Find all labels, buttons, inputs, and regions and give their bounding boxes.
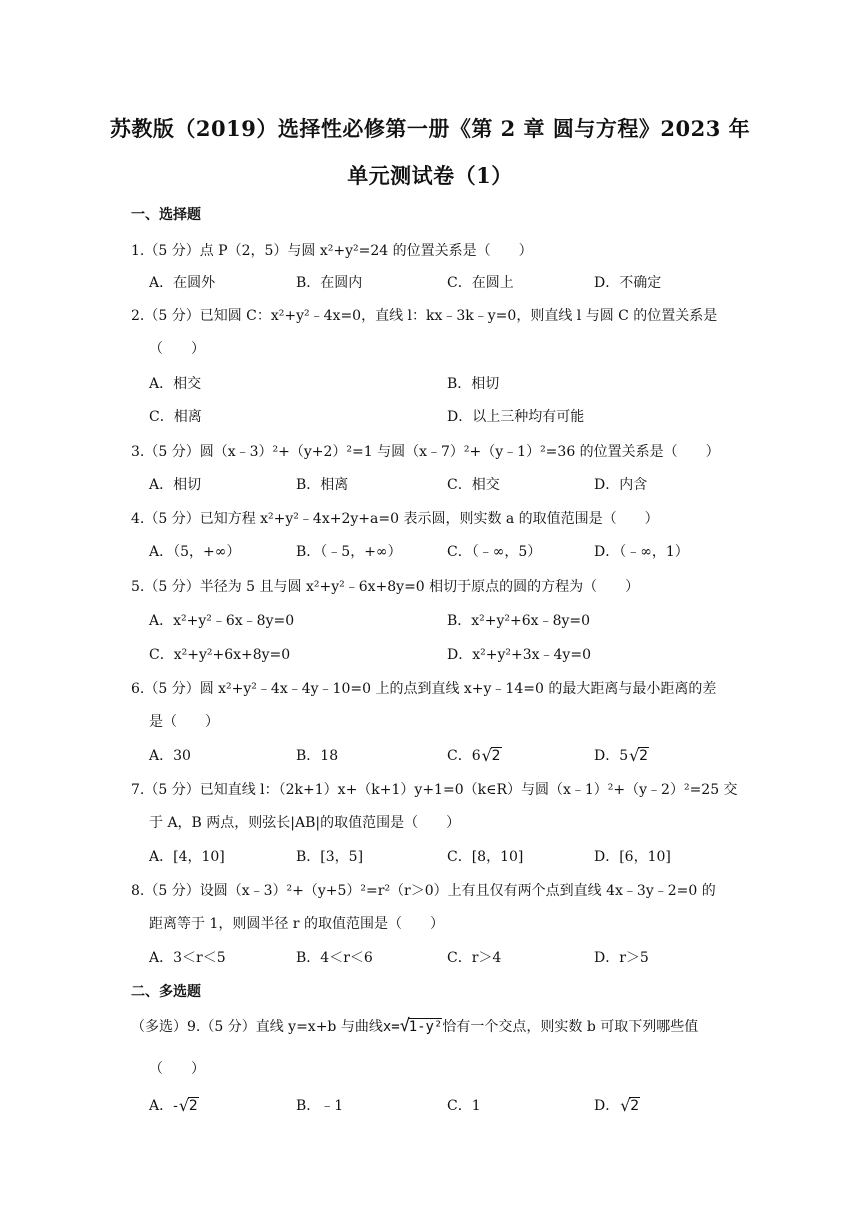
question-9-continuation: （ ） [149,1061,205,1077]
question-6-continuation: 是（ ） [149,714,219,730]
section-heading-choice: 一、选择题 [131,207,201,223]
question-9-stem-b: 恰有一个交点，则实数 b 可取下列哪些值 [442,1019,699,1035]
q8-option-a: A．3＜r＜5 [149,950,226,966]
q6-option-c-radicand: 2 [491,748,501,764]
question-1-stem: 1.（5 分）点 P（2，5）与圆 x²+y²=24 的位置关系是（ ） [131,243,533,259]
q2-option-d: D．以上三种均有可能 [447,409,585,425]
q3-option-b: B．相离 [296,477,349,493]
q9-option-a-label: A． [149,1098,174,1114]
q9-option-a-radicand: 2 [188,1098,198,1114]
q2-option-c: C．相离 [149,409,202,425]
sqrt-symbol: √ 1-y² [399,1016,443,1036]
q9-option-a [149,1095,199,1115]
q8-option-d: D．r＞5 [594,950,649,966]
q5-option-b: B．x²+y²+6x﹣8y=0 [447,613,591,629]
q1-option-b: B．在圆内 [296,275,363,291]
doc-title-line2: 单元测试卷（1） [347,163,513,188]
question-2-continuation: （ ） [149,341,205,357]
q8-option-b: B．4＜r＜6 [296,950,373,966]
q5-option-c: C．x²+y²+6x+8y=0 [149,647,291,663]
q1-option-d: D．不确定 [594,275,662,291]
q8-option-c: C．r＞4 [447,950,502,966]
q6-option-c-label: C．6 [447,748,481,764]
q7-option-b: B．[3，5] [296,849,364,865]
formula-lhs: x= [382,1019,400,1035]
question-9-stem [131,1016,698,1036]
question-8-stem: 8.（5 分）设圆（x﹣3）²+（y+5）²=r²（r＞0）上有且仅有两个点到直线 4x﹣3y﹣2=0 的 [131,883,716,899]
question-5-stem: 5.（5 分）半径为 5 且与圆 x²+y²﹣6x+8y=0 相切于原点的圆的方程为（ ） [131,579,640,595]
q3-option-c: C．相交 [447,477,500,493]
q9-option-b: B．﹣1 [296,1098,344,1114]
question-2-stem: 2.（5 分）已知圆 C：x²+y²﹣4x=0，直线 l：kx﹣3k﹣y=0，则直线 l 与圆 C 的位置关系是 [131,308,718,324]
q5-option-d: D．x²+y²+3x﹣4y=0 [447,647,591,663]
q2-option-b: B．相切 [447,376,500,392]
question-3-stem: 3.（5 分）圆（x﹣3）²+（y+2）²=1 与圆（x﹣7）²+（y﹣1）²=36 的位置关系是（ ） [131,444,720,460]
q4-option-d: D．（﹣∞，1） [594,544,689,560]
q7-option-d: D．[6，10] [594,849,671,865]
formula-radicand: 1-y² [408,1019,443,1035]
q9-option-d-radicand: 2 [630,1098,640,1114]
sqrt-symbol: √ 2 [620,1096,640,1115]
q4-option-a: A．（5，+∞） [149,544,241,560]
q7-option-c: C．[8，10] [447,849,524,865]
question-7-stem: 7.（5 分）已知直线 l：（2k+1）x+（k+1）y+1=0（k∈R）与圆（x﹣1）²+（y﹣2）²=25 交 [131,782,738,798]
q1-option-a: A．在圆外 [149,275,216,291]
q3-option-a: A．相切 [149,477,202,493]
question-9-stem-a: （多选）9.（5 分）直线 y=x+b 与曲线 [131,1019,383,1035]
section-heading-multi: 二、多选题 [131,984,201,1000]
sqrt-symbol: √ 2 [178,1096,198,1115]
q6-option-d-label: D．5 [594,748,629,764]
q9-option-c: C．1 [447,1098,481,1114]
q3-option-d: D．内含 [594,477,648,493]
q9-option-d-label: D． [594,1098,620,1114]
question-8-continuation: 距离等于 1，则圆半径 r 的取值范围是（ ） [149,916,444,932]
doc-title-line1: 苏教版（2019）选择性必修第一册《第 2 章 圆与方程》2023 年 [109,116,751,141]
q6-option-b: B．18 [296,748,339,764]
q5-option-a: A．x²+y²﹣6x﹣8y=0 [149,613,295,629]
sqrt-symbol: √ 2 [629,746,649,765]
q6-option-a: A．30 [149,748,191,764]
q1-option-c: C．在圆上 [447,275,514,291]
question-6-stem: 6.（5 分）圆 x²+y²﹣4x﹣4y﹣10=0 上的点到直线 x+y﹣14=0 的最大距离与最小距离的差 [131,681,717,697]
q6-option-d [594,745,649,765]
q6-option-c [447,745,502,765]
curve-formula [382,1016,443,1036]
q7-option-a: A．[4，10] [149,849,225,865]
q6-option-d-radicand: 2 [639,748,649,764]
q9-option-a-minus: - [173,1098,178,1114]
q2-option-a: A．相交 [149,376,202,392]
q9-option-d [594,1095,640,1115]
question-7-continuation: 于 A，B 两点，则弦长|AB|的取值范围是（ ） [149,815,461,831]
q4-option-b: B．（﹣5，+∞） [296,544,402,560]
sqrt-symbol: √ 2 [481,746,501,765]
question-4-stem: 4.（5 分）已知方程 x²+y²﹣4x+2y+a=0 表示圆，则实数 a 的取值范围是（ ） [131,511,659,527]
q4-option-c: C．（﹣∞，5） [447,544,542,560]
